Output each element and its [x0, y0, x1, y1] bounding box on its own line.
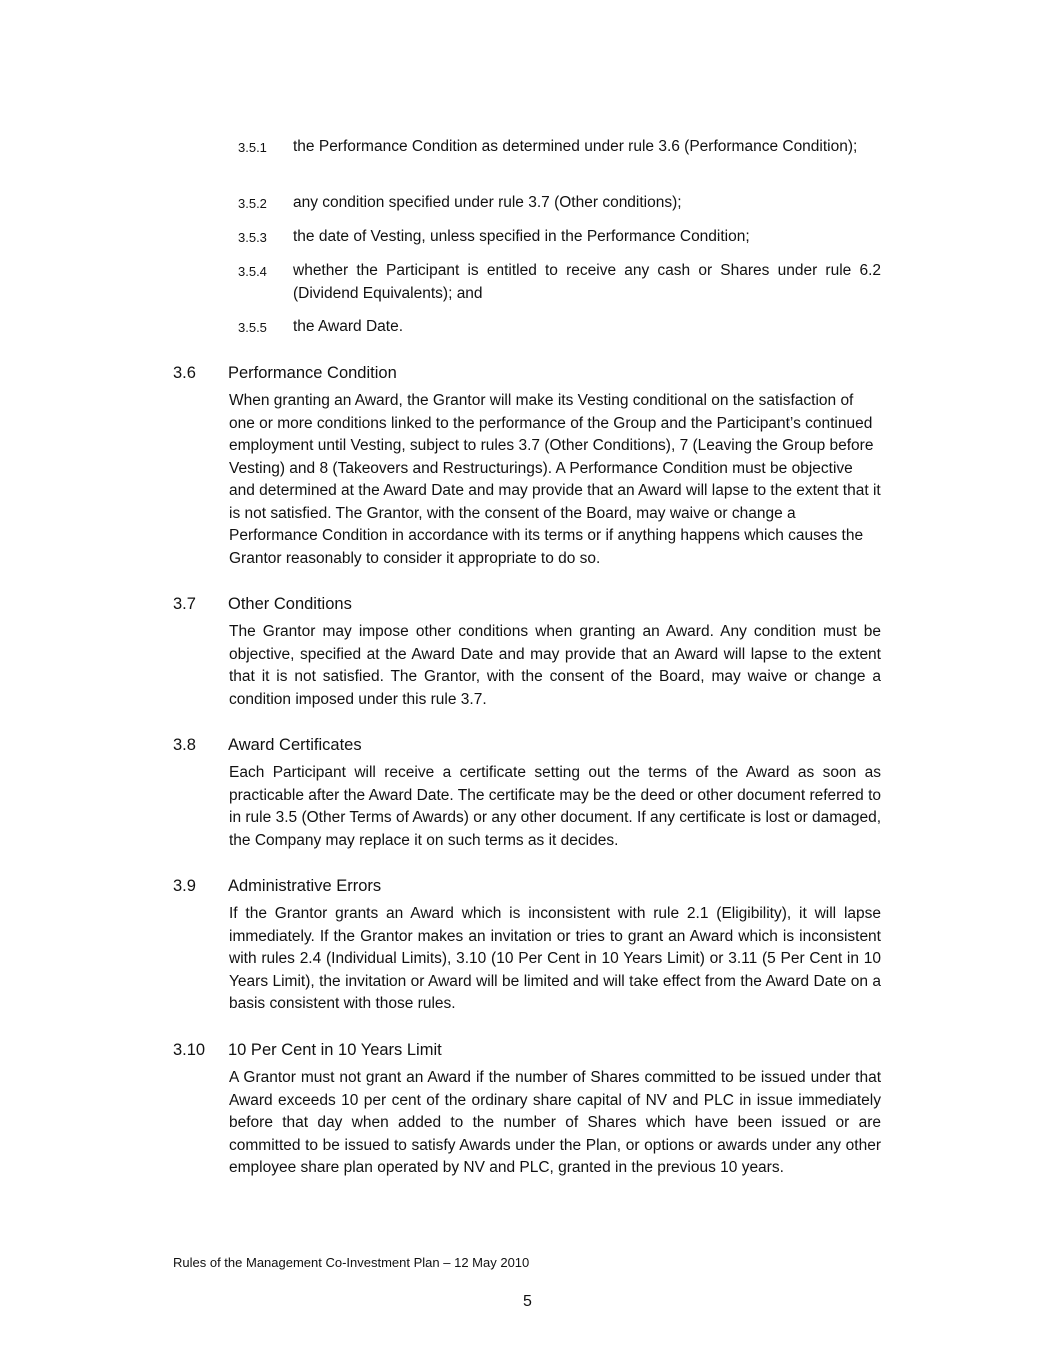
subclause-3-5-4	[238, 260, 881, 305]
subclause-number: 3.5.4	[238, 264, 267, 279]
subclause-3-5-2	[238, 192, 881, 216]
section-heading-3-7	[173, 593, 881, 615]
subclause-3-5-1	[238, 136, 881, 160]
section-body-3-7: The Grantor may impose other conditions when granting an Award. Any condition must be objective, specified at the Award Date and may provide that an Award will lapse to the extent that it is not satisfied. The Grantor, with the consent of the Board, may waive or change a condition imposed under this rule 3.7.	[229, 623, 881, 708]
subclause-text: the date of Vesting, unless specified in the Performance Condition;	[293, 228, 750, 245]
section-number: 3.8	[173, 736, 196, 754]
section-title: Other Conditions	[228, 595, 352, 613]
page-number: 5	[523, 1293, 532, 1310]
subclause-number: 3.5.3	[238, 230, 267, 245]
section-number: 3.10	[173, 1041, 206, 1059]
subclause-text: the Performance Condition as determined under rule 3.6 (Performance Condition);	[293, 138, 858, 155]
section-title: Award Certificates	[228, 736, 362, 754]
section-body-3-6: When granting an Award, the Grantor will make its Vesting conditional on the satisfaction of one or more conditions linked to the performance of the Group and the Participant’s continued employment until Vesting, subject to rules 3.7 (Other Conditions), 7 (Leaving the Group before Vesting) and 8 (Takeovers and Restructurings). A Performance Condition must be objective and determined at the Award Date and may provide that an Award will lapse to the extent that it is not satisfied. The Grantor, with the consent of the Board, may waive or change a Performance Condition in accordance with its terms or if anything happens which causes the Grantor reasonably to consider it appropriate to do so.	[229, 392, 881, 567]
subclause-text: any condition specified under rule 3.7 (Other conditions);	[293, 194, 682, 211]
section-heading-3-10	[173, 1039, 881, 1061]
section-title: 10 Per Cent in 10 Years Limit	[228, 1041, 442, 1059]
section-number: 3.7	[173, 595, 196, 613]
footer-text: Rules of the Management Co-Investment Plan – 12 May 2010	[173, 1255, 530, 1270]
section-heading-3-8	[173, 734, 881, 756]
section-heading-3-6	[173, 362, 881, 384]
subclause-3-5-5	[238, 316, 881, 340]
subclause-number: 3.5.2	[238, 196, 267, 211]
subclause-text: the Award Date.	[293, 318, 404, 335]
section-body-3-10: A Grantor must not grant an Award if the number of Shares committed to be issued under that Award exceeds 10 per cent of the ordinary share capital of NV and PLC in issue immediately before that day when added to the number of Shares which have been issued or are committed to be issued to satisfy Awards under the Plan, or options or awards under any other employee share plan operated by NV and PLC, granted in the previous 10 years.	[229, 1069, 881, 1176]
subclause-text: whether the Participant is entitled to receive any cash or Shares under rule 6.2 (Dividend Equivalents); and	[293, 262, 881, 302]
section-number: 3.9	[173, 877, 196, 895]
subclause-3-5-3	[238, 226, 881, 250]
subclause-number: 3.5.1	[238, 140, 267, 155]
section-body-3-8: Each Participant will receive a certificate setting out the terms of the Award as soon as practicable after the Award Date. The certificate may be the deed or other document referred to in rule 3.5 (Other Terms of Awards) or any other document. If any certificate is lost or damaged, the Company may replace it on such terms as it decides.	[229, 764, 881, 849]
section-body-3-9: If the Grantor grants an Award which is inconsistent with rule 2.1 (Eligibility), it will lapse immediately. If the Grantor makes an invitation or tries to grant an Award which is inconsistent with rules 2.4 (Individual Limits), 3.10 (10 Per Cent in 10 Years Limit) or 3.11 (5 Per Cent in 10 Years Limit), the invitation or Award will be limited and will take effect from the Award Date on a basis consistent with those rules.	[229, 905, 881, 1012]
section-title: Performance Condition	[228, 364, 397, 382]
section-number: 3.6	[173, 364, 196, 382]
section-title: Administrative Errors	[228, 877, 382, 895]
subclause-number: 3.5.5	[238, 320, 267, 335]
section-heading-3-9	[173, 875, 881, 897]
